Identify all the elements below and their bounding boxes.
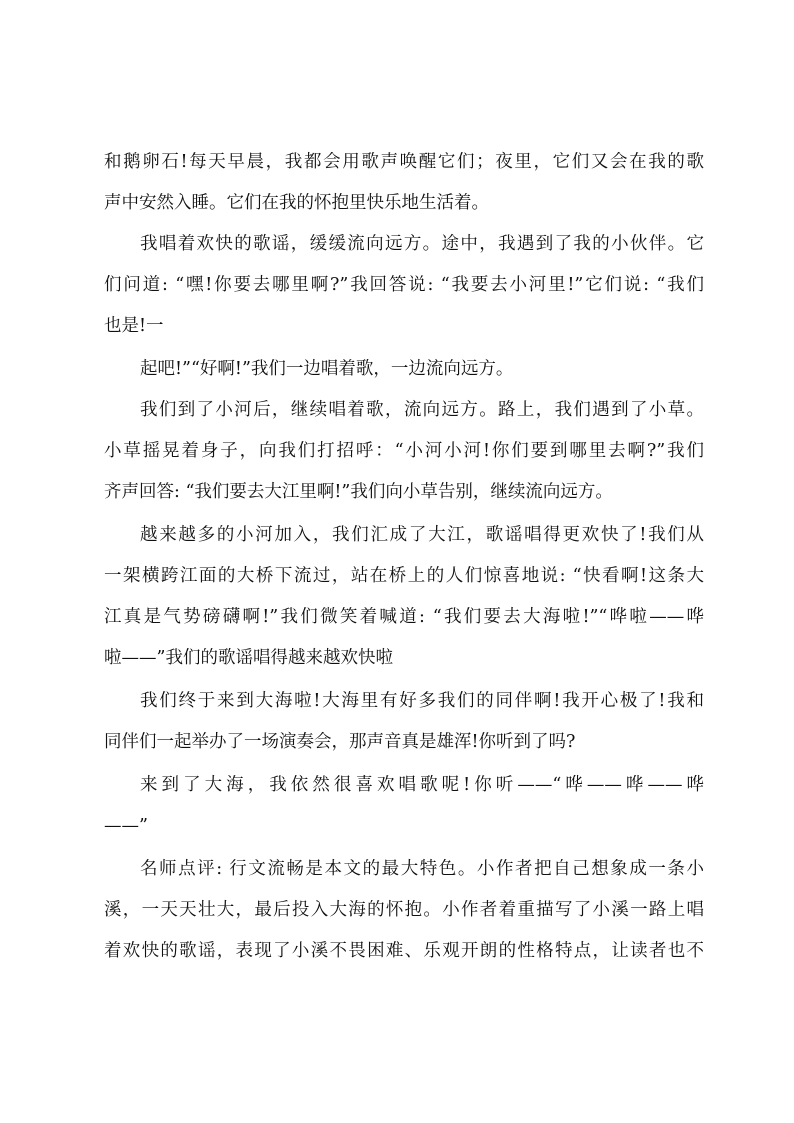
paragraph-first-line: 我唱着欢快的歌谣，缓缓流向远方。途中，我遇到了我的小伙伴。它 [140, 234, 704, 254]
text-line: 声中安然入睡。它们在我的怀抱里快乐地生活着。 [104, 193, 489, 213]
paragraph-first-line: 我们终于来到大海啦!大海里有好多我们的同伴啊!我开心极了!我和 [140, 691, 704, 711]
paragraph-first-line: 我们到了小河后，继续唱着歌，流向远方。路上，我们遇到了小草。 [140, 400, 704, 420]
paragraph-first-line: 名师点评: 行文流畅是本文的最大特色。小作者把自己想象成一条小 [140, 859, 704, 879]
text-line: 也是!一 [104, 316, 164, 336]
text-line: 一架横跨江面的大桥下流过，站在桥上的人们惊喜地说: “快看啊!这条大 [104, 566, 704, 586]
text-line: 溪，一天天壮大，最后投入大海的怀抱。小作者着重描写了小溪一路上唱 [104, 900, 704, 920]
text-line: 啦——”我们的歌谣唱得越来越欢快啦 [104, 648, 393, 668]
text-line: 齐声回答: “我们要去大江里啊!”我们向小草告别，继续流向远方。 [104, 482, 613, 502]
text-line: 着欢快的歌谣，表现了小溪不畏困难、乐观开朗的性格特点，让读者也不 [104, 941, 704, 961]
paragraph-first-line: 起吧!”“好啊!”我们一边唱着歌，一边流向远方。 [140, 359, 514, 379]
text-line: 同伴们一起举办了一场演奏会，那声音真是雄浑!你听到了吗? [104, 732, 576, 752]
text-line: ——” [104, 816, 148, 836]
text-line: 小草摇晃着身子，向我们打招呼：“小河小河!你们要到哪里去啊?”我们 [104, 441, 704, 461]
paragraph-first-line: 越来越多的小河加入，我们汇成了大江，歌谣唱得更欢快了!我们从 [140, 525, 704, 545]
text-line: 江真是气势磅礴啊!”我们微笑着喊道: “我们要去大海啦!”“哗啦——哗 [104, 607, 704, 627]
text-line: 和鹅卵石!每天早晨，我都会用歌声唤醒它们；夜里，它们又会在我的歌 [104, 152, 704, 172]
text-line: 们问道: “嘿!你要去哪里啊?”我回答说: “我要去小河里!”它们说: “我们 [104, 275, 704, 295]
paragraph-first-line: 来到了大海，我依然很喜欢唱歌呢!你听——“哗——哗——哗 [140, 775, 704, 795]
